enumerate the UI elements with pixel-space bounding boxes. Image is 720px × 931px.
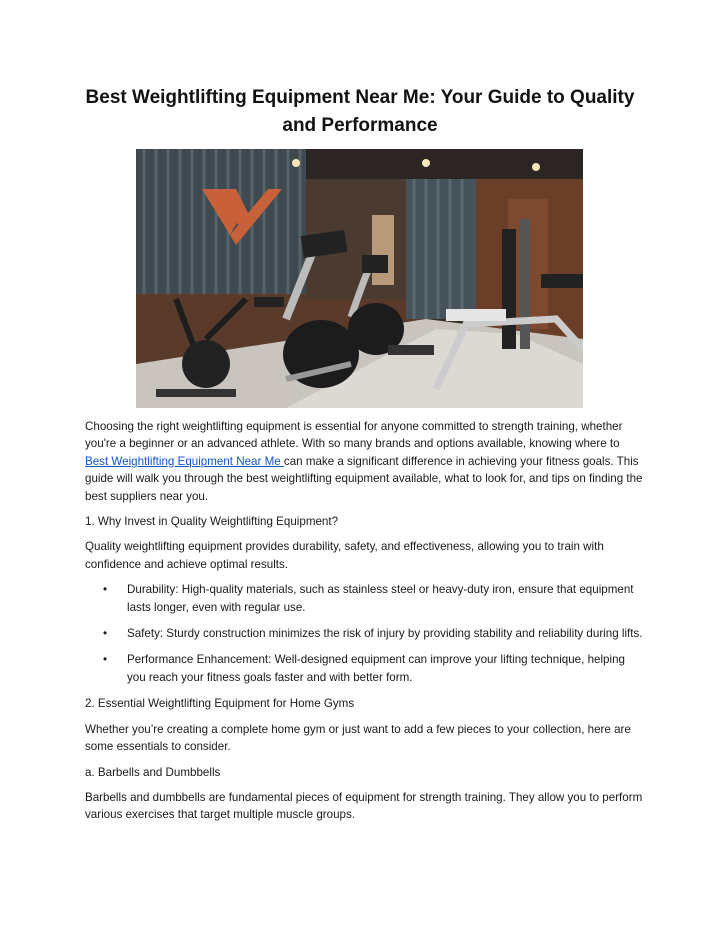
subsection-a-heading: a. Barbells and Dumbbells [85,765,221,779]
article-body [85,418,645,832]
bullet-text: Safety: Sturdy construction minimizes the risk of injury by providing stability and reliability during lifts. [127,627,643,641]
intro-paragraph [85,418,645,505]
bullet-icon: • [103,583,108,597]
intro-text-after-link: can make a significant difference in achieving your fitness goals. This guide will walk you through the best weightlifting equipment available, what to look for, and tips on finding the best suppliers near you. [85,454,643,503]
gym-photo [136,149,583,408]
list-item [85,625,645,642]
subsection-a-text: Barbells and dumbbells are fundamental pieces of equipment for strength training. They allow you to perform various exercises that target multiple muscle groups. [85,790,643,822]
benefits-list [85,581,645,686]
list-item [85,651,645,686]
section-1-heading: 1. Why Invest in Quality Weightlifting Equipment? [85,515,339,529]
section-2-heading: 2. Essential Weightlifting Equipment for Home Gyms [85,697,355,711]
bullet-text: Durability: High-quality materials, such as stainless steel or heavy-duty iron, ensure that equipment lasts longer, even with regular use. [127,583,634,614]
intro-text-before-link: Choosing the right weightlifting equipment is essential for anyone committed to strength training, whether you're a beginner or an advanced athlete. With so many brands and options available, knowing where to [85,420,623,451]
section-2-text: Whether you’re creating a complete home gym or just want to add a few pieces to your collection, here are some essentials to consider. [85,722,631,754]
bullet-icon: • [103,653,108,667]
article-title: Best Weightlifting Equipment Near Me: Your Guide to Quality and Performance [85,87,635,136]
list-item [85,581,645,616]
best-equipment-link[interactable]: Best Weightlifting Equipment Near Me [85,454,284,468]
bullet-text: Performance Enhancement: Well-designed equipment can improve your lifting technique, helping you reach your fitness goals faster and with better form. [127,653,625,684]
section-1-text: Quality weightlifting equipment provides durability, safety, and effectiveness, allowing you to train with confidence and achieve optimal results. [85,540,604,571]
bullet-icon: • [103,627,108,641]
